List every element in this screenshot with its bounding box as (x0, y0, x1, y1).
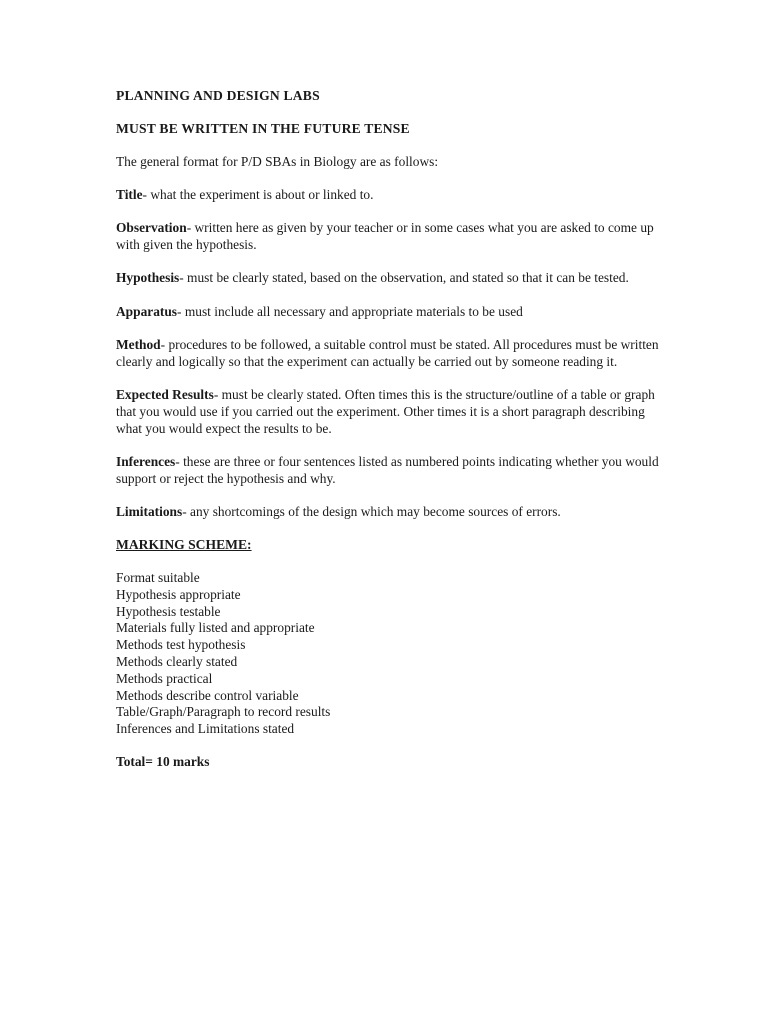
section-text: - any shortcomings of the design which may become sources of errors. (182, 503, 561, 519)
document-title: PLANNING AND DESIGN LABS (116, 88, 320, 103)
section-text: - must include all necessary and appropriate materials to be used (177, 303, 523, 319)
section-expected-results (116, 387, 661, 437)
marking-criterion: Materials fully listed and appropriate (116, 620, 315, 636)
marking-scheme-title: MARKING SCHEME: (116, 537, 252, 553)
marking-criterion: Table/Graph/Paragraph to record results (116, 704, 331, 720)
section-apparatus (116, 304, 661, 321)
marking-criterion: Format suitable (116, 570, 200, 586)
section-title (116, 187, 661, 204)
section-text: - these are three or four sentences listed as numbered points indicating whether you would support or reject the hypothesis and why. (116, 453, 659, 486)
marking-criterion: Hypothesis appropriate (116, 586, 241, 602)
section-limitations (116, 504, 661, 521)
section-text: - procedures to be followed, a suitable control must be stated. All procedures must be written clearly and logically so that the experiment can actually be carried out by someone reading it. (116, 336, 659, 369)
intro-paragraph: The general format for P/D SBAs in Biology are as follows: (116, 153, 439, 169)
section-term: Hypothesis (116, 270, 180, 286)
document-subtitle: MUST BE WRITTEN IN THE FUTURE TENSE (116, 120, 410, 136)
section-observation (116, 220, 661, 254)
section-text: - written here as given by your teacher or in some cases what you are asked to come up with given the hypothesis. (116, 220, 654, 252)
marking-criterion: Methods describe control variable (116, 687, 299, 703)
marking-criterion: Methods test hypothesis (116, 637, 246, 653)
marking-criterion: Hypothesis testable (116, 603, 221, 619)
marking-scheme-list (116, 570, 661, 738)
marking-criterion: Inferences and Limitations stated (116, 721, 295, 737)
section-term: Title (116, 186, 143, 202)
section-term: Expected Results (116, 386, 214, 402)
section-term: Method (116, 336, 161, 352)
document-page (116, 88, 661, 771)
section-text: - must be clearly stated, based on the observation, and stated so that it can be tested. (179, 270, 629, 286)
section-text: - what the experiment is about or linked to. (142, 186, 374, 202)
section-text: - must be clearly stated. Often times this is the structure/outline of a table or graph that you would use if you carried out the experiment. Other times it is a short paragraph describing what you would expect the results to be. (116, 386, 655, 436)
section-hypothesis (116, 270, 661, 287)
section-inferences (116, 454, 661, 488)
marking-criterion: Methods practical (116, 670, 213, 686)
section-method (116, 337, 661, 371)
section-term: Observation (116, 220, 187, 236)
section-term: Inferences (116, 453, 176, 469)
marking-criterion: Methods clearly stated (116, 654, 238, 670)
section-term: Limitations (116, 503, 183, 519)
total-marks: Total= 10 marks (116, 754, 210, 770)
section-term: Apparatus (116, 303, 178, 319)
